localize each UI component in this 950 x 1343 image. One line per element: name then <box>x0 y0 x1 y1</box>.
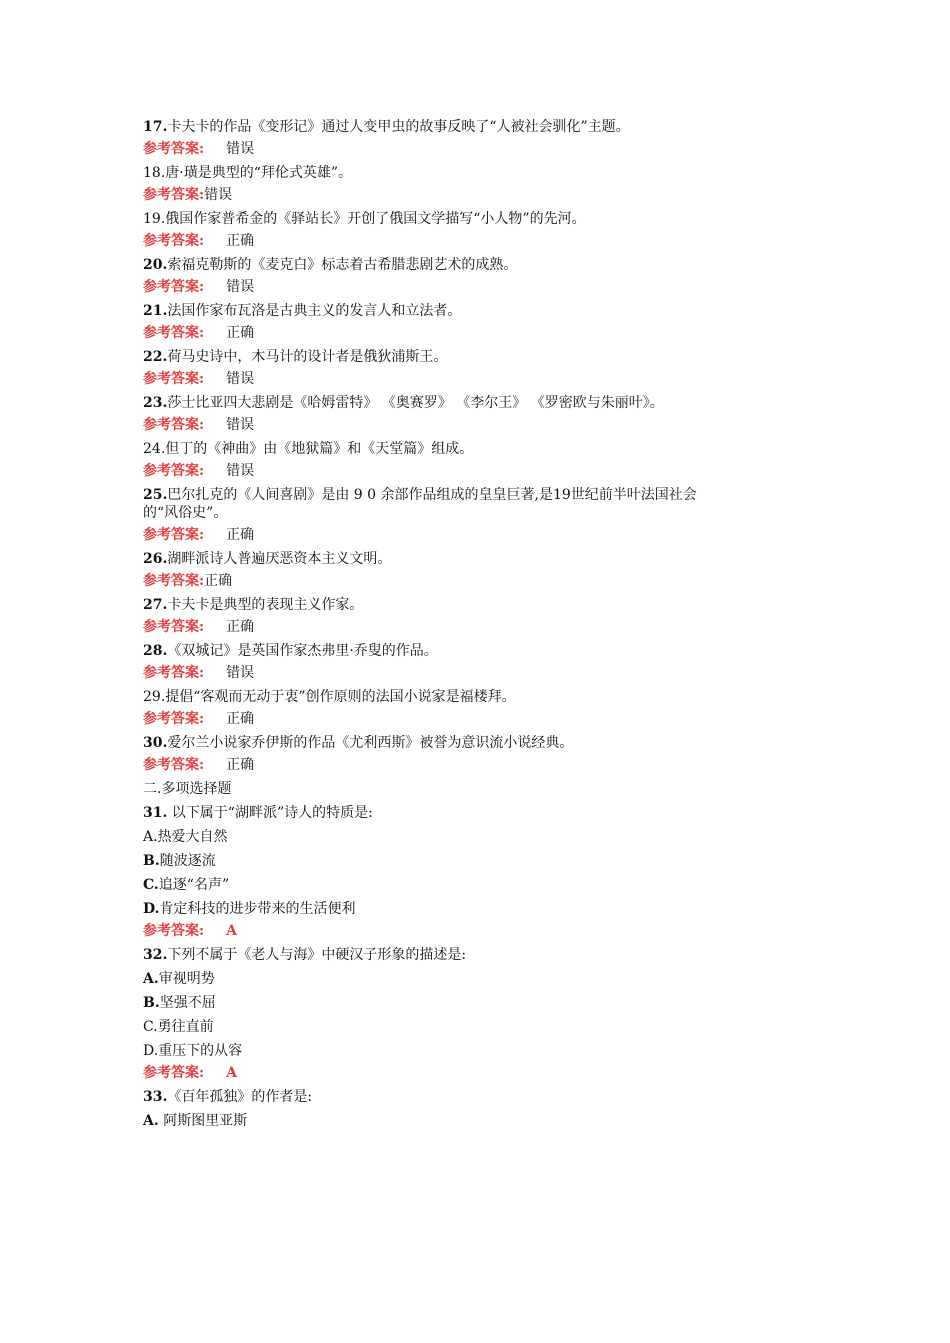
question-text: 《双城记》是英国作家杰弗里·乔叟的作品。 <box>167 643 438 659</box>
option-item <box>143 876 823 894</box>
option-letter: C. <box>143 1019 158 1035</box>
answer-label: 参考答案: <box>143 619 205 635</box>
answer-line <box>143 370 823 388</box>
question-number: 24. <box>143 441 166 457</box>
answer-label: 参考答案: <box>143 279 205 295</box>
answer-value: 错误 <box>204 187 233 203</box>
question-number: 28. <box>143 643 168 659</box>
question-text: 下列不属于《老人与海》中硬汉子形象的描述是: <box>167 947 467 963</box>
question-item <box>143 596 823 614</box>
question-text: 法国作家布瓦洛是古典主义的发言人和立法者。 <box>167 303 462 319</box>
option-item <box>143 852 823 870</box>
question-number: 27. <box>143 597 168 613</box>
answer-line <box>143 922 823 940</box>
question-number: 19. <box>143 211 166 227</box>
question-text: 巴尔扎克的《人间喜剧》是由 9 0 余部作品组成的皇皇巨著,是19世纪前半叶法国社会 <box>167 487 697 503</box>
answer-line <box>143 186 823 204</box>
question-text: 爱尔兰小说家乔伊斯的作品《尤利西斯》被誉为意识流小说经典。 <box>167 735 574 751</box>
option-letter: C. <box>143 877 159 893</box>
answer-label: 参考答案: <box>143 711 205 727</box>
question-item <box>143 1088 823 1106</box>
option-item <box>143 900 823 918</box>
option-text: 阿斯图里亚斯 <box>158 1113 248 1129</box>
question-item <box>143 734 823 752</box>
option-item <box>143 1112 823 1130</box>
answer-value: 错误 <box>226 371 255 387</box>
question-number: 18. <box>143 165 166 181</box>
question-number: 31. <box>143 805 168 821</box>
question-text: 莎士比亚四大悲剧是《哈姆雷特》 《奥赛罗》 《李尔王》 《罗密欧与朱丽叶》。 <box>167 395 664 411</box>
answer-label: 参考答案: <box>143 923 205 939</box>
question-text: 卡夫卡是典型的表现主义作家。 <box>167 597 364 613</box>
answer-line <box>143 278 823 296</box>
answer-label: 参考答案: <box>143 141 205 157</box>
answer-line <box>143 710 823 728</box>
option-text: 重压下的从容 <box>158 1043 243 1059</box>
question-item <box>143 642 823 660</box>
answer-value: 正确 <box>226 233 255 249</box>
option-text: 勇往直前 <box>157 1019 214 1035</box>
answer-label: 参考答案: <box>143 233 205 249</box>
question-text: 俄国作家普希金的《驿站长》开创了俄国文学描写“小人物”的先河。 <box>165 211 586 227</box>
option-text: 审视明势 <box>158 971 215 987</box>
answer-value: 错误 <box>226 141 255 157</box>
answer-value: 正确 <box>204 573 233 589</box>
answer-line <box>143 462 823 480</box>
answer-line <box>143 572 823 590</box>
option-item <box>143 1018 823 1036</box>
answer-line <box>143 526 823 544</box>
question-number: 23. <box>143 395 168 411</box>
question-text: 《百年孤独》的作者是: <box>167 1089 313 1105</box>
answer-label: 参考答案: <box>143 371 205 387</box>
question-item <box>143 118 823 136</box>
option-text: 肯定科技的进步带来的生活便利 <box>159 901 356 917</box>
answer-label: 参考答案: <box>143 417 205 433</box>
answer-value: 错误 <box>226 665 255 681</box>
question-item <box>143 348 823 366</box>
answer-label: 参考答案: <box>143 325 205 341</box>
question-text: 卡夫卡的作品《变形记》通过人变甲虫的故事反映了“人被社会驯化”主题。 <box>167 119 630 135</box>
answer-label: 参考答案: <box>143 187 205 203</box>
answer-line <box>143 618 823 636</box>
question-text: 索福克勒斯的《麦克白》标志着古希腊悲剧艺术的成熟。 <box>167 257 518 273</box>
question-number: 33. <box>143 1089 168 1105</box>
answer-line <box>143 232 823 250</box>
option-letter: B. <box>143 853 160 869</box>
option-text: 追逐“名声” <box>158 877 230 893</box>
question-item <box>143 946 823 964</box>
answer-value: 错误 <box>226 279 255 295</box>
question-item <box>143 394 823 412</box>
question-item <box>143 688 823 706</box>
answer-line <box>143 140 823 158</box>
document-page <box>143 112 823 1130</box>
option-letter: D. <box>143 1043 159 1059</box>
question-item <box>143 486 823 504</box>
question-number: 25. <box>143 487 168 503</box>
answer-line <box>143 664 823 682</box>
option-item <box>143 1042 823 1060</box>
option-text: 热爱大自然 <box>157 829 228 845</box>
answer-value: 错误 <box>226 417 255 433</box>
question-item <box>143 164 823 182</box>
question-item <box>143 210 823 228</box>
question-number: 20. <box>143 257 168 273</box>
question-number: 32. <box>143 947 168 963</box>
option-item <box>143 828 823 846</box>
option-letter: A. <box>143 971 159 987</box>
answer-label: 参考答案: <box>143 573 205 589</box>
option-item <box>143 970 823 988</box>
answer-value: A <box>226 1065 238 1081</box>
answer-label: 参考答案: <box>143 527 205 543</box>
answer-value: 正确 <box>226 325 255 341</box>
question-text: 提倡“客观而无动于衷”创作原则的法国小说家是福楼拜。 <box>165 689 516 705</box>
answer-value: A <box>226 923 238 939</box>
answer-value: 正确 <box>226 711 255 727</box>
question-text: 但丁的《神曲》由《地狱篇》和《天堂篇》组成。 <box>165 441 474 457</box>
question-number: 17. <box>143 119 168 135</box>
question-text-continued: 的“风俗史”。 <box>143 505 228 521</box>
question-item <box>143 550 823 568</box>
option-text: 坚强不屈 <box>159 995 216 1011</box>
question-text: 以下属于“湖畔派”诗人的特质是: <box>167 805 373 821</box>
answer-value: 正确 <box>226 619 255 635</box>
answer-value: 正确 <box>226 757 255 773</box>
option-text: 随波逐流 <box>159 853 216 869</box>
answer-label: 参考答案: <box>143 1065 205 1081</box>
option-letter: D. <box>143 901 160 917</box>
answer-line <box>143 324 823 342</box>
answer-line <box>143 756 823 774</box>
question-item <box>143 302 823 320</box>
question-number: 29. <box>143 689 166 705</box>
option-item <box>143 994 823 1012</box>
answer-value: 正确 <box>226 527 255 543</box>
option-letter: B. <box>143 995 160 1011</box>
question-text: 荷马史诗中，木马计的设计者是俄狄浦斯王。 <box>167 349 448 365</box>
question-text: 湖畔派诗人普遍厌恶资本主义文明。 <box>167 551 392 567</box>
option-letter: A. <box>143 829 158 845</box>
question-text: 唐·璜是典型的“拜伦式英雄”。 <box>165 165 353 181</box>
question-number: 30. <box>143 735 168 751</box>
answer-value: 错误 <box>226 463 255 479</box>
question-number: 21. <box>143 303 168 319</box>
answer-label: 参考答案: <box>143 665 205 681</box>
answer-label: 参考答案: <box>143 463 205 479</box>
option-letter: A. <box>143 1113 159 1129</box>
answer-line <box>143 416 823 434</box>
answer-line <box>143 1064 823 1082</box>
question-item <box>143 440 823 458</box>
question-number: 26. <box>143 551 168 567</box>
question-number: 22. <box>143 349 168 365</box>
question-item <box>143 804 823 822</box>
section-heading: 二.多项选择题 <box>143 781 232 797</box>
answer-label: 参考答案: <box>143 757 205 773</box>
question-item <box>143 256 823 274</box>
